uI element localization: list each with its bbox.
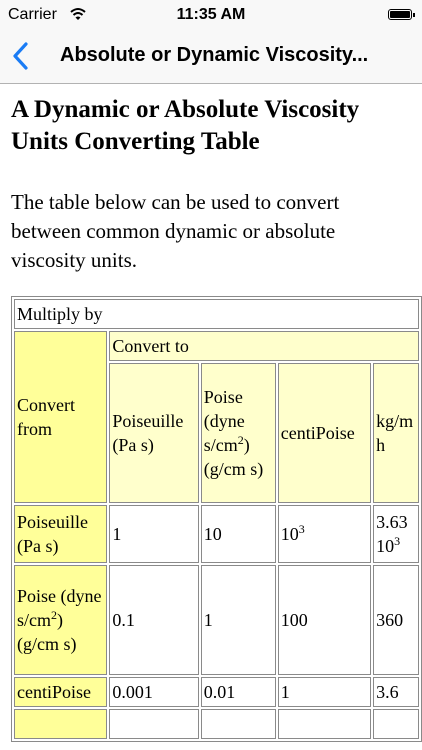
battery-tip [413,13,415,17]
cell-poiseuille-poiseuille: 1 [109,505,198,563]
page-content [0,84,422,750]
cell-poise-poise: 1 [201,565,276,675]
multiply-by-cell: Multiply by [14,299,419,329]
cell-next-3 [278,709,371,739]
battery-icon [388,9,412,20]
status-time: 11:35 AM [176,6,246,23]
navigation-bar [0,30,422,84]
row-label-poiseuille: Poiseuille (Pa s) [14,505,107,563]
convert-from-header: Convert from [14,331,107,503]
page-heading: A Dynamic or Absolute Viscosity Units Converting Table [11,96,360,155]
cell-poiseuille-kgmh: 3.63 $10^3$ [373,505,419,563]
row-label-next [14,709,107,739]
row-label-poise: Poise (dyne $s/cm^2$) (g/cm s) [14,565,107,675]
col-header-kgmh: kg/m h [373,363,419,503]
cell-next-4 [373,709,419,739]
cell-poise-centipoise: 100 [278,565,371,675]
cell-centipoise-kgmh: 3.6 [373,677,419,707]
carrier-label: Carrier [8,6,57,23]
col-header-poise: Poise (dyne $s/cm^2$) (g/cm s) [201,363,276,503]
col-header-centipoise: centiPoise [278,363,371,503]
cell-poise-kgmh: 360 [373,565,419,675]
cell-next-1 [109,709,198,739]
intro-paragraph: The table below can be used to convert between common dynamic or absolute viscosity units. [11,190,340,272]
col-header-poiseuille: Poiseuille (Pa s) [109,363,198,503]
conversion-table [11,296,422,742]
cell-poiseuille-poise: 10 [201,505,276,563]
status-bar [0,0,422,30]
cell-poise-poiseuille: 0.1 [109,565,198,675]
row-label-centipoise: centiPoise [14,677,107,707]
cell-centipoise-poise: 0.01 [201,677,276,707]
cell-centipoise-centipoise: 1 [278,677,371,707]
cell-centipoise-poiseuille: 0.001 [109,677,198,707]
back-chevron-icon[interactable] [8,40,34,72]
nav-title: Absolute or Dynamic Viscosity... [60,44,369,66]
cell-next-2 [201,709,276,739]
cell-poiseuille-centipoise: $10^3$ [278,505,371,563]
convert-to-header: Convert to [109,331,419,361]
